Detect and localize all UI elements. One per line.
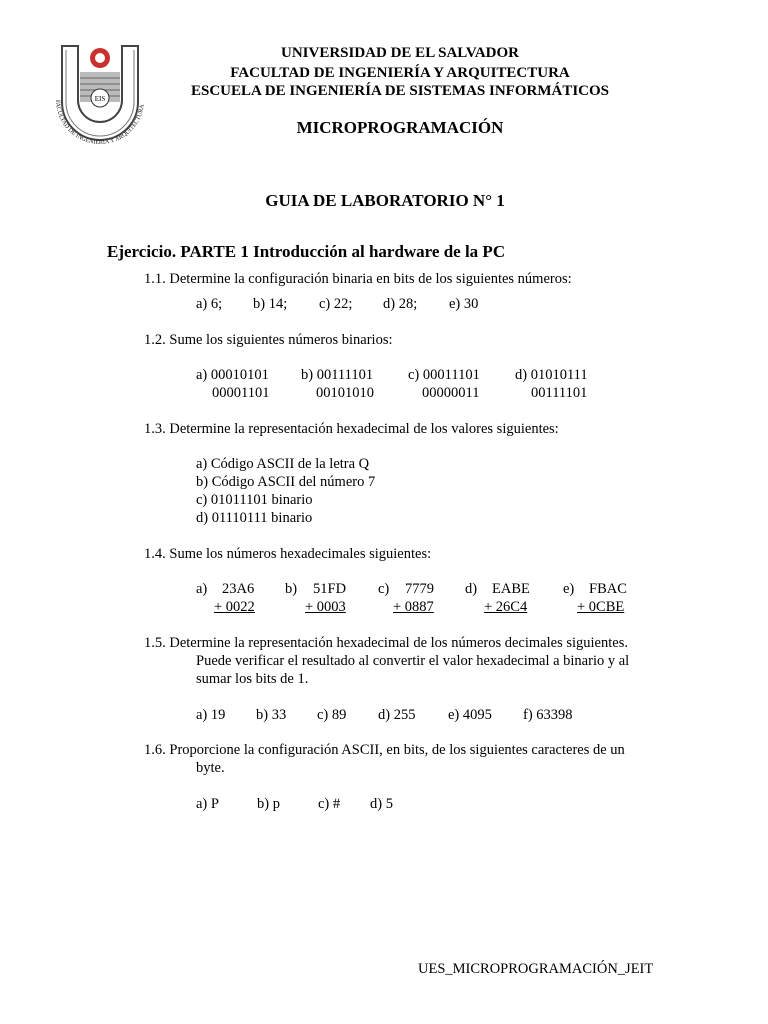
q2-bottom: 00000011 [422, 385, 480, 401]
q2-top: b) 00111101 [301, 367, 374, 383]
q4-bottom: + 0CBE [577, 599, 625, 615]
q4-bottom: + 0003 [305, 599, 346, 615]
q5-prompt-cont: sumar los bits de 1. [196, 671, 309, 687]
q1-option: a) 6; [196, 296, 223, 312]
q4-top: 7779 [405, 581, 434, 597]
header-faculty: FACULTAD DE INGENIERÍA Y ARQUITECTURA [230, 65, 570, 81]
header-school: ESCUELA DE INGENIERÍA DE SISTEMAS INFORMÁTICOS [190, 83, 609, 99]
q2-top: d) 01010111 [515, 367, 588, 383]
q2-top: a) 00010101 [196, 367, 269, 383]
q4-top: FBAC [589, 581, 627, 597]
q6-option: c) # [318, 796, 341, 812]
q4-label: e) [563, 581, 575, 597]
q3-item: c) 01011101 binario [196, 492, 313, 508]
q4-top: 51FD [313, 581, 347, 597]
guide-title: GUIA DE LABORATORIO N° 1 [265, 191, 505, 210]
university-logo [50, 42, 150, 148]
section-heading: Ejercicio. PARTE 1 Introducción al hardware de la PC [107, 242, 506, 261]
header-university: UNIVERSIDAD DE EL SALVADOR [281, 45, 519, 61]
q5-option: b) 33 [256, 707, 287, 723]
q6-prompt-cont: byte. [196, 760, 225, 776]
q2-top: c) 00011101 [408, 367, 480, 383]
q6-prompt: 1.6. Proporcione la configuración ASCII, en bits, de los siguientes caracteres de un [144, 742, 625, 758]
q4-label: a) [196, 581, 208, 597]
q4-top: EABE [492, 581, 530, 597]
q2-bottom: 00111101 [531, 385, 588, 401]
q6-option: b) p [257, 796, 280, 812]
q4-label: c) [378, 581, 390, 597]
q5-option: f) 63398 [523, 707, 573, 723]
q4-bottom: + 26C4 [484, 599, 528, 615]
logo-text: FACULTAD DE INGENIERIA Y ARQUITECTURA [53, 99, 146, 147]
q1-option: b) 14; [253, 296, 288, 312]
course-title: MICROPROGRAMACIÓN [296, 118, 504, 137]
q4-top: 23A6 [222, 581, 255, 597]
q4-label: b) [285, 581, 298, 597]
q4-bottom: + 0022 [214, 599, 255, 615]
q5-option: e) 4095 [448, 707, 492, 723]
q1-option: d) 28; [383, 296, 418, 312]
q1-option: e) 30 [449, 296, 479, 312]
logo-badge: EIS [94, 95, 106, 103]
q4-bottom: + 0887 [393, 599, 434, 615]
q6-option: d) 5 [370, 796, 393, 812]
q6-option: a) P [196, 796, 219, 812]
q5-prompt-cont: Puede verificar el resultado al convertir el valor hexadecimal a binario y al [196, 653, 630, 669]
q4-prompt: 1.4. Sume los números hexadecimales siguientes: [144, 546, 432, 562]
q3-item: a) Código ASCII de la letra Q [196, 456, 370, 472]
q5-prompt: 1.5. Determine la representación hexadecimal de los números decimales siguientes. [144, 635, 628, 651]
q2-bottom: 00101010 [316, 385, 374, 401]
q3-item: b) Código ASCII del número 7 [196, 474, 376, 490]
q1-prompt: 1.1. Determine la configuración binaria en bits de los siguientes números: [144, 271, 572, 287]
q1-option: c) 22; [319, 296, 353, 312]
q5-option: c) 89 [317, 707, 347, 723]
q3-prompt: 1.3. Determine la representación hexadecimal de los valores siguientes: [144, 421, 559, 437]
q2-prompt: 1.2. Sume los siguientes números binarios: [144, 332, 393, 348]
q5-option: d) 255 [378, 707, 416, 723]
page-footer: UES_MICROPROGRAMACIÓN_JEIT [418, 961, 654, 977]
q3-item: d) 01110111 binario [196, 510, 313, 526]
q5-option: a) 19 [196, 707, 226, 723]
q2-bottom: 00001101 [212, 385, 270, 401]
q4-label: d) [465, 581, 478, 597]
